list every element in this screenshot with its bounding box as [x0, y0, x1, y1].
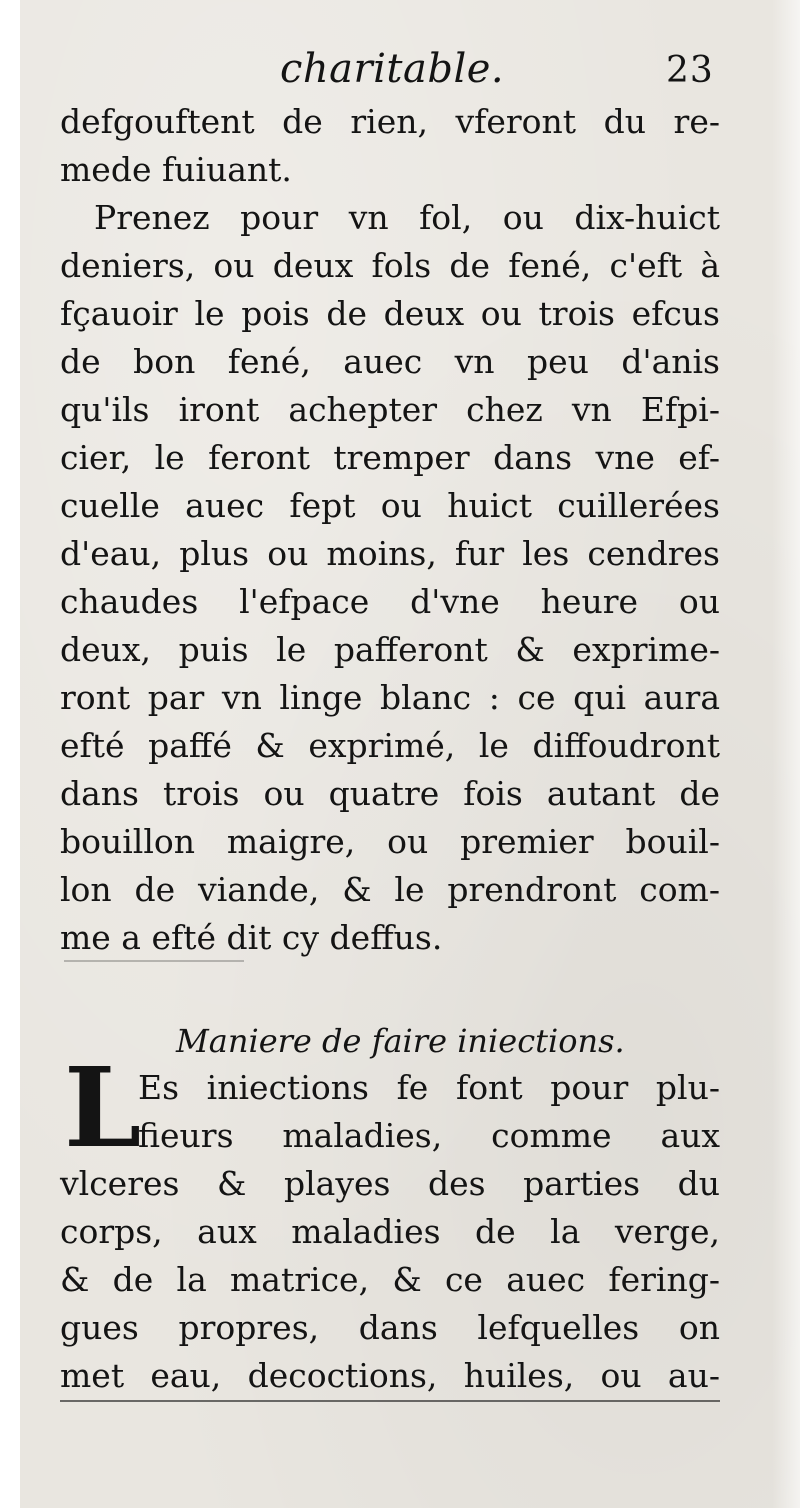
text-line: defgouftent de rien, vferont du re- [60, 102, 720, 141]
text-line: corps, aux maladies de la verge, [60, 1212, 720, 1251]
text-line: deniers, ou deux fols de fené, c'eft à [60, 246, 720, 285]
text-line: cuelle auec fept ou huict cuillerées [60, 486, 720, 525]
text-line: de bon fené, auec vn peu d'anis [60, 342, 720, 381]
text-line: efté paffé & exprimé, le diffoudront [60, 726, 720, 765]
text-line: me a efté dit cy deffus. [60, 918, 443, 957]
text-line: & de la matrice, & ce auec fering- [60, 1260, 720, 1299]
text-line: gues propres, dans lefquelles on [60, 1308, 720, 1347]
text-line: fieurs maladies, comme aux [138, 1116, 720, 1155]
text-line: fçauoir le pois de deux ou trois efcus [60, 294, 720, 333]
text-line: d'eau, plus ou moins, fur les cendres [60, 534, 720, 573]
text-line: chaudes l'efpace d'vne heure ou [60, 582, 720, 621]
text-line: Prenez pour vn fol, ou dix-huict [94, 198, 720, 237]
text-line: vlceres & playes des parties du [60, 1164, 720, 1203]
text-line: lon de viande, & le prendront com- [60, 870, 720, 909]
page-number: 23 [666, 50, 714, 91]
section-divider [64, 960, 244, 962]
text-line: qu'ils iront achepter chez vn Efpi- [60, 390, 720, 429]
text-line: bouillon maigre, ou premier bouil- [60, 822, 720, 861]
text-line: ront par vn linge blanc : ce qui aura [60, 678, 720, 717]
drop-cap: L [64, 1043, 142, 1172]
running-head: charitable. [280, 46, 505, 92]
text-line: deux, puis le pafferont & exprime- [60, 630, 720, 669]
section-text [60, 1064, 720, 1402]
text-line: Es iniections fe font pour plu- [138, 1068, 720, 1107]
text-line: mede fuiuant. [60, 150, 292, 189]
text-line: cier, le feront tremper dans vne ef- [60, 438, 720, 477]
main-text [60, 98, 720, 962]
text-line: dans trois ou quatre fois autant de [60, 774, 720, 813]
section-heading: Maniere de faire iniections. [176, 1022, 625, 1060]
text-line: met eau, decoctions, huiles, ou au- [60, 1352, 720, 1402]
